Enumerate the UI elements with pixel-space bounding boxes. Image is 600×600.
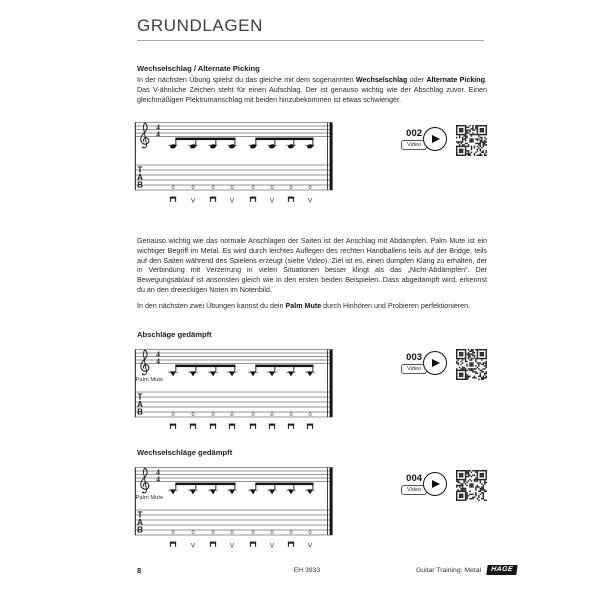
svg-text:0: 0 [270,529,274,536]
intro-paragraph [137,76,487,105]
svg-text:B: B [137,180,143,190]
svg-text:V: V [229,542,235,550]
paragraph-text: durch Hinhören und Probieren perfektionieren. [321,302,471,311]
next-exercises-paragraph [137,302,487,312]
svg-text:A: A [137,518,143,528]
paragraph-text: In den nächsten zwei Übungen kannst du dein [137,302,286,311]
svg-text:Palm Mute: Palm Mute [135,377,164,383]
video-tag: Video [401,140,427,150]
bold-term-palm-mute: Palm Mute [285,302,322,311]
svg-text:A: A [137,400,143,410]
video-tag: Video [401,364,427,374]
svg-text:0: 0 [308,411,312,418]
play-icon [432,480,440,488]
intro-text: oder [407,76,427,85]
svg-text:0: 0 [308,529,312,536]
play-icon [432,359,440,367]
svg-text:0: 0 [251,529,255,536]
svg-text:V: V [269,542,275,550]
svg-text:0: 0 [308,184,312,191]
play-button [423,127,447,151]
svg-text:0: 0 [211,529,215,536]
video-tag: Video [401,485,427,495]
svg-text:0: 0 [289,529,293,536]
svg-text:0: 0 [270,411,274,418]
svg-text:0: 0 [289,411,293,418]
svg-text:0: 0 [211,184,215,191]
footer-page-number: 8 [137,566,142,575]
video-number: 004 [406,473,423,484]
svg-text:Palm Mute: Palm Mute [135,495,164,501]
svg-text:4: 4 [156,349,160,359]
video-badge-004 [401,470,487,501]
intro-text: . Das V-ähnliche Zeichen steht für einen Aufschlag. Der ist genauso wichtig wie der Abschlag zuvor. Einen gleichmäßigen Plektrumanschlag mit beiden hinzubekommen ist etwas schwieriger. [137,76,488,104]
svg-text:4: 4 [156,129,160,139]
video-number: 003 [406,352,423,363]
svg-text:A: A [137,173,143,183]
svg-text:0: 0 [191,184,195,191]
svg-text:B: B [137,407,143,417]
svg-text:0: 0 [230,529,234,536]
svg-text:V: V [269,197,275,205]
notation-system-alternate-picking [133,122,338,206]
notation-system-alternate-muted [133,467,338,551]
svg-text:0: 0 [171,411,175,418]
svg-text:T: T [137,165,143,175]
footer-catalog-number: EH 3933 [293,567,321,574]
play-button [423,472,447,496]
svg-text:0: 0 [171,184,175,191]
palm-mute-paragraph: Genauso wichtig wie das normale Anschlagen der Saiten ist der Anschlag mit Abdämpfen. Palm Mute ist ein wichtiger Begriff im Metal. Es wird durch leichtes Auflegen des rechten Handballens teils auf der Bridge, teils auf den Saiten während des Spielens erzeugt (siehe Video). Ziel ist es, einen dumpfen Klang zu erhalten, der in Verbindung mit Verzerrung in vielen Situationen besser klingt als das „Nicht-Abdämpfen“. Der Bewegungsablauf ist ansonsten gleich wie in den ersten beiden Beispielen. Dass abgedämpft wird, erkennst du an den dreieckigen Noten im Notenbild. [137,237,487,294]
bold-term-wechselschlag: Wechselschlag [355,76,408,85]
exercise3-heading: Wechselschläge gedämpft [137,448,233,457]
svg-text:V: V [229,197,235,205]
svg-text:V: V [307,197,313,205]
svg-text:0: 0 [211,411,215,418]
svg-text:0: 0 [270,184,274,191]
video-badge-002 [401,125,487,156]
svg-text:4: 4 [156,467,160,477]
svg-text:4: 4 [156,122,160,132]
svg-text:T: T [137,510,143,520]
svg-text:4: 4 [156,474,160,484]
bold-term-alternate-picking: Alternate Picking [426,76,486,85]
svg-text:V: V [190,542,196,550]
svg-text:4: 4 [156,356,160,366]
svg-text:0: 0 [230,184,234,191]
svg-text:V: V [190,197,196,205]
title-rule [137,40,484,41]
footer-series-title: Guitar Training: Metal [416,567,481,574]
svg-text:0: 0 [289,184,293,191]
svg-text:0: 0 [251,411,255,418]
svg-text:0: 0 [171,529,175,536]
svg-text:V: V [307,542,313,550]
video-number: 002 [406,128,423,139]
intro-heading: Wechselschlag / Alternate Picking [137,64,260,73]
intro-text: In der nächsten Übung spielst du das gleiche mit dem sogenannten [137,76,356,85]
svg-text:0: 0 [251,184,255,191]
page-title: GRUNDLAGEN [137,16,263,35]
qr-code [456,349,487,380]
svg-text:0: 0 [191,411,195,418]
svg-text:B: B [137,525,143,535]
play-icon [432,135,440,143]
svg-text:0: 0 [191,529,195,536]
qr-code [456,470,487,501]
play-button [423,351,447,375]
qr-code [456,125,487,156]
exercise2-heading: Abschläge gedämpft [137,330,212,339]
video-badge-003 [401,349,487,380]
svg-text:0: 0 [230,411,234,418]
publisher-logo: HAGE [486,565,517,575]
notation-system-downstrokes-muted [133,349,338,433]
svg-text:T: T [137,392,143,402]
